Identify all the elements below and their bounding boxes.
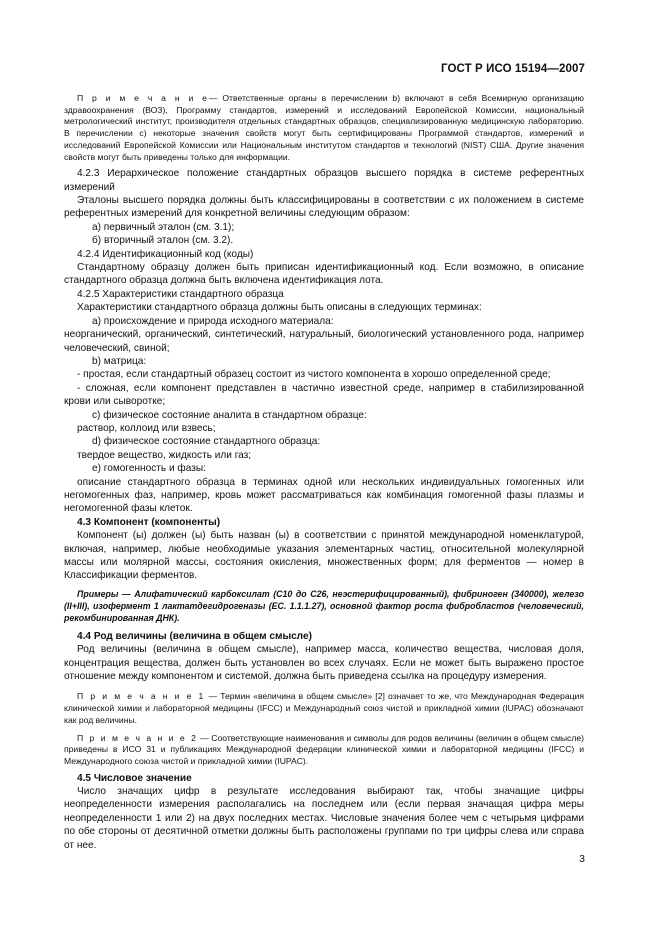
section-4-3-title: 4.3 Компонент (компоненты): [77, 516, 221, 528]
section-4-4-body: Род величины (величина в общем смысле), например масса, количество вещества, числовая доля, концентрация вещества, должен быть установлен во всех случаях. Если не может быть выражено простое отношение между компонентом и системой, должна быть приведена ссылка на процедуру измерения.: [64, 644, 584, 683]
section-4-5-body: Число значащих цифр в результате исследования выбирают так, чтобы значащие цифры неопределенности измерения располагались на последнем или (если первая значащая цифра меры неопределенности 1 или 2) на двух последних местах. Числовые значения более чем с четырьмя цифрами по обе стороны от десятичной отметки должны быть расположены группами по три цифры слева или справа от нее.: [64, 786, 584, 851]
list-item-c-label: c) физическое состояние аналита в стандартном образце:: [92, 409, 367, 421]
list-item-e-label: е) гомогенность и фазы:: [92, 463, 206, 475]
note-text: — Ответственные органы в перечислении b) включают в себя Всемирную организацию здравоохранения (ВОЗ), Программу стандартов, измерений и исследований Европейской Комиссии, национальный метрологический институт, производителя отдельных стандартных образцов, специализированную медицинскую лабораторию. В перечислении c) некоторые значения свойств могут быть сертифицированы Программой стандартов, измерений и исследований Европейской Комиссии или Национальным институтом стандартов и технологий (NIST) США. Другие значения свойств могут быть приведены только для информации.: [64, 93, 585, 162]
list-item-e-text: описание стандартного образца в терминах одной или нескольких индивидуальных гомогенных или негомогенных фаз, например, кровь может рассматриваться как комбинация гомогенной фазы плазмы и негомогенной фазы клеток.: [64, 476, 584, 515]
note-label: П р и м е ч а н и е: [77, 93, 209, 103]
list-item-c-text: раствор, коллоид или взвесь;: [77, 422, 216, 434]
list-item-d-label: d) физическое состояние стандартного образца:: [92, 436, 321, 448]
section-4-2-5-intro: Характеристики стандартного образца должны быть описаны в следующих терминах:: [77, 302, 482, 314]
note-responsible-bodies: [64, 93, 584, 163]
section-4-2-5-title: 4.2.5 Характеристики стандартного образца: [77, 288, 284, 300]
note-2: [64, 733, 584, 768]
section-4-3-body: Компонент (ы) должен (ы) быть назван (ы) в соответствии с принятой международной номенклатурой, включая, например, любые необходимые указания элементарных частиц, относительной молекулярной массы или молярной массы, состояния окисления, множественных форм; для ферментов — номер в Классификации ферментов.: [64, 530, 584, 582]
page-number: 3: [579, 853, 585, 865]
section-4-3-examples: Примеры — Алифатический карбоксилат (C10 до C26, неэстерифицированный), фибриноген (340000), железо (II+III), изофермент 1 лактатдегидрогеназы (EC. 1.1.1.27), основной фактор роста фибробластов (человеческий, рекомбинированная ДНК).: [64, 588, 584, 623]
note-1: [64, 691, 584, 726]
list-item-d-text: твердое вещество, жидкость или газ;: [77, 449, 252, 461]
section-4-4-title: 4.4 Род величины (величина в общем смысле): [77, 630, 312, 642]
section-4-2-4-body: Стандартному образцу должен быть приписан идентификационный код. Если возможно, в описание стандартного образца должна быть включена идентификация лота.: [64, 262, 584, 287]
document-header: ГОСТ Р ИСО 15194—2007: [440, 63, 585, 75]
list-item-a-label: а) происхождение и природа исходного материала:: [92, 315, 334, 327]
list-item-a-text: неорганический, органический, синтетический, натуральный, биологический установленного рода, например человеческий, свиной;: [64, 329, 584, 354]
list-item-b: б) вторичный эталон (см. 3.2).: [92, 235, 234, 247]
list-item-b-simple: - простая, если стандартный образец состоит из чистого компонента в хорошо определенной среде;: [77, 369, 551, 381]
section-4-5-title: 4.5 Числовое значение: [77, 772, 192, 784]
note-1-text: — Термин «величина в общем смысле» [2] означает то же, что Международная Федерация клинической химии и лабораторной медицины (IFCC) и Международный союз чистой и прикладной химии (IUPAC) обозначают как род величины.: [64, 691, 584, 725]
section-4-2-3-body: Эталоны высшего порядка должны быть классифицированы в соответствии с их положением в системе референтных измерений для конкретной величины следующим образом:: [64, 195, 584, 220]
section-4-2-3-title: 4.2.3 Иерархическое положение стандартных образцов высшего порядка в системе референтных измерений: [64, 168, 584, 193]
list-item-b-complex: - сложная, если компонент представлен в частично известной среде, например в стабилизированной крови или сыворотке;: [64, 382, 584, 408]
note-1-label: П р и м е ч а н и е 1: [77, 691, 206, 702]
note-2-label: П р и м е ч а н и е 2: [77, 732, 198, 743]
page-content: [64, 93, 584, 852]
section-4-2-4-title: 4.2.4 Идентификационный код (коды): [77, 248, 254, 260]
list-item-a: а) первичный эталон (см. 3.1);: [92, 221, 235, 233]
list-item-b-label: b) матрица:: [92, 355, 147, 367]
note-2-text: — Соответствующие наименования и символы для родов величины (величин в общем смысле) приведены в ИСО 31 и публикациях Международной федерации клинической химии и лабораторной медицины (IFCC) и Международного союза чистой и прикладной химии (IUPAC).: [64, 732, 584, 766]
